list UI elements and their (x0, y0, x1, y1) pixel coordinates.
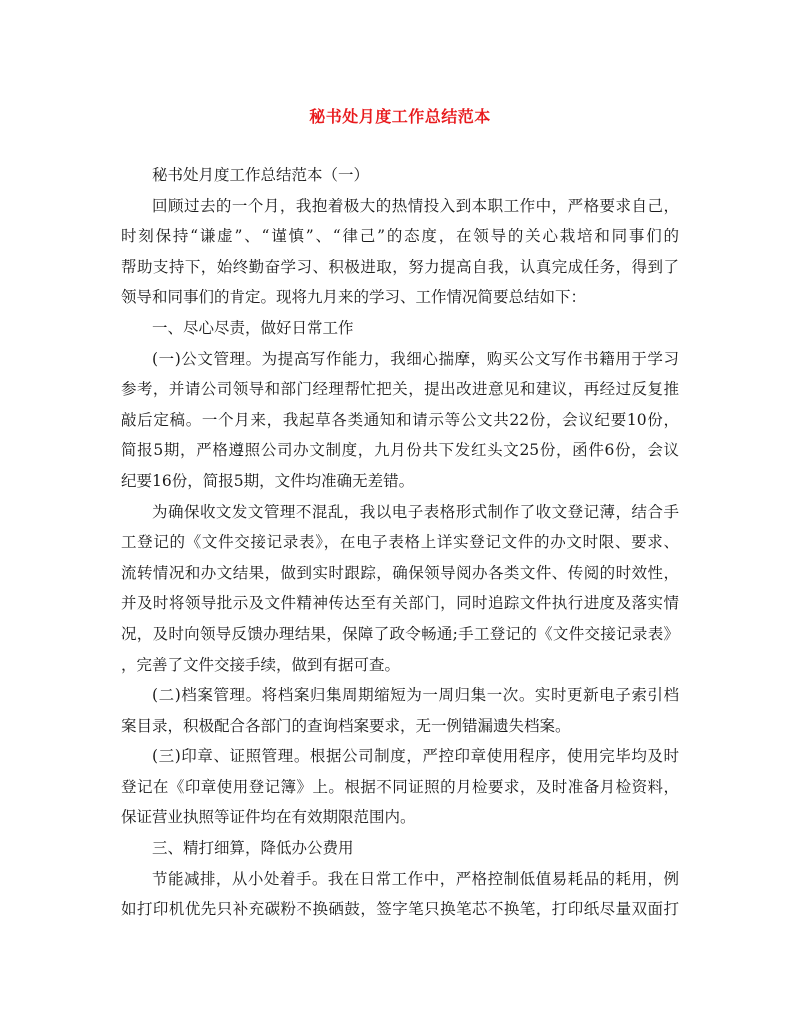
paragraph-line: (三)印章、证照管理。根据公司制度，严控印章使用程序，使用完毕均及时 (152, 747, 679, 766)
paragraph-line: 纪要16份，简报5期，文件均准确无差错。 (121, 471, 415, 490)
paragraph-line: 帮助支持下，始终勤奋学习、积极进取，努力提高自我，认真完成任务，得到了 (121, 257, 679, 276)
section-heading: 三、精打细算，降低办公费用 (152, 839, 354, 858)
paragraph-line: 回顾过去的一个月，我抱着极大的热情投入到本职工作中，严格要求自己， (152, 196, 679, 215)
paragraph-line: 保证营业执照等证件均在有效期限范围内。 (121, 808, 416, 827)
document-title: 秘书处月度工作总结范本 (309, 107, 491, 126)
paragraph-line: 敲后定稿。一个月来，我起草各类通知和请示等公文共22份，会议纪要10份， (121, 410, 679, 429)
paragraph-line: 参考，并请公司领导和部门经理帮忙把关，提出改进意见和建议，再经过反复推 (121, 380, 679, 399)
paragraph-line: 为确保收文发文管理不混乱，我以电子表格形式制作了收文登记薄，结合手 (152, 502, 679, 521)
paragraph-line: 案目录，积极配合各部门的查询档案要求，无一例错漏遗失档案。 (121, 716, 571, 735)
paragraph-line: 时刻保持“谦虚”、“谨慎”、“律己”的态度，在领导的关心栽培和同事们的 (121, 227, 679, 246)
paragraph-line: 节能减排，从小处着手。我在日常工作中，严格控制低值易耗品的耗用，例 (152, 869, 679, 888)
document-body (121, 160, 679, 925)
paragraph-line: 流转情况和办文结果，做到实时跟踪，确保领导阅办各类文件、传阅的时效性， (121, 563, 679, 582)
paragraph-line: (二)档案管理。将档案归集周期缩短为一周归集一次。实时更新电子索引档 (152, 686, 679, 705)
section-heading: 一、尽心尽责，做好日常工作 (152, 318, 354, 337)
paragraph-line: 简报5期，严格遵照公司办文制度，九月份共下发红头文25份，函件6份，会议 (121, 441, 679, 460)
paragraph-line: 领导和同事们的肯定。现将九月来的学习、工作情况简要总结如下： (121, 288, 587, 307)
paragraph-line: 并及时将领导批示及文件精神传达至有关部门，同时追踪文件执行进度及落实情 (121, 594, 679, 613)
paragraph-line: 登记在《印章使用登记簿》上。根据不同证照的月检要求，及时准备月检资料， (121, 777, 679, 796)
paragraph-line: (一)公文管理。为提高写作能力，我细心揣摩，购买公文写作书籍用于学习 (152, 349, 679, 368)
paragraph-line: 工登记的《文件交接记录表》，在电子表格上详实登记文件的办文时限、要求、 (121, 533, 679, 552)
paragraph-line: 况，及时向领导反馈办理结果，保障了政令畅通;手工登记的《文件交接记录表》 (121, 624, 679, 643)
paragraph-line: ，完善了文件交接手续，做到有据可查。 (121, 655, 401, 674)
paragraph-line: 如打印机优先只补充碳粉不换硒鼓，签字笔只换笔芯不换笔，打印纸尽量双面打 (121, 900, 679, 919)
section-heading: 秘书处月度工作总结范本（一） (152, 166, 370, 184)
